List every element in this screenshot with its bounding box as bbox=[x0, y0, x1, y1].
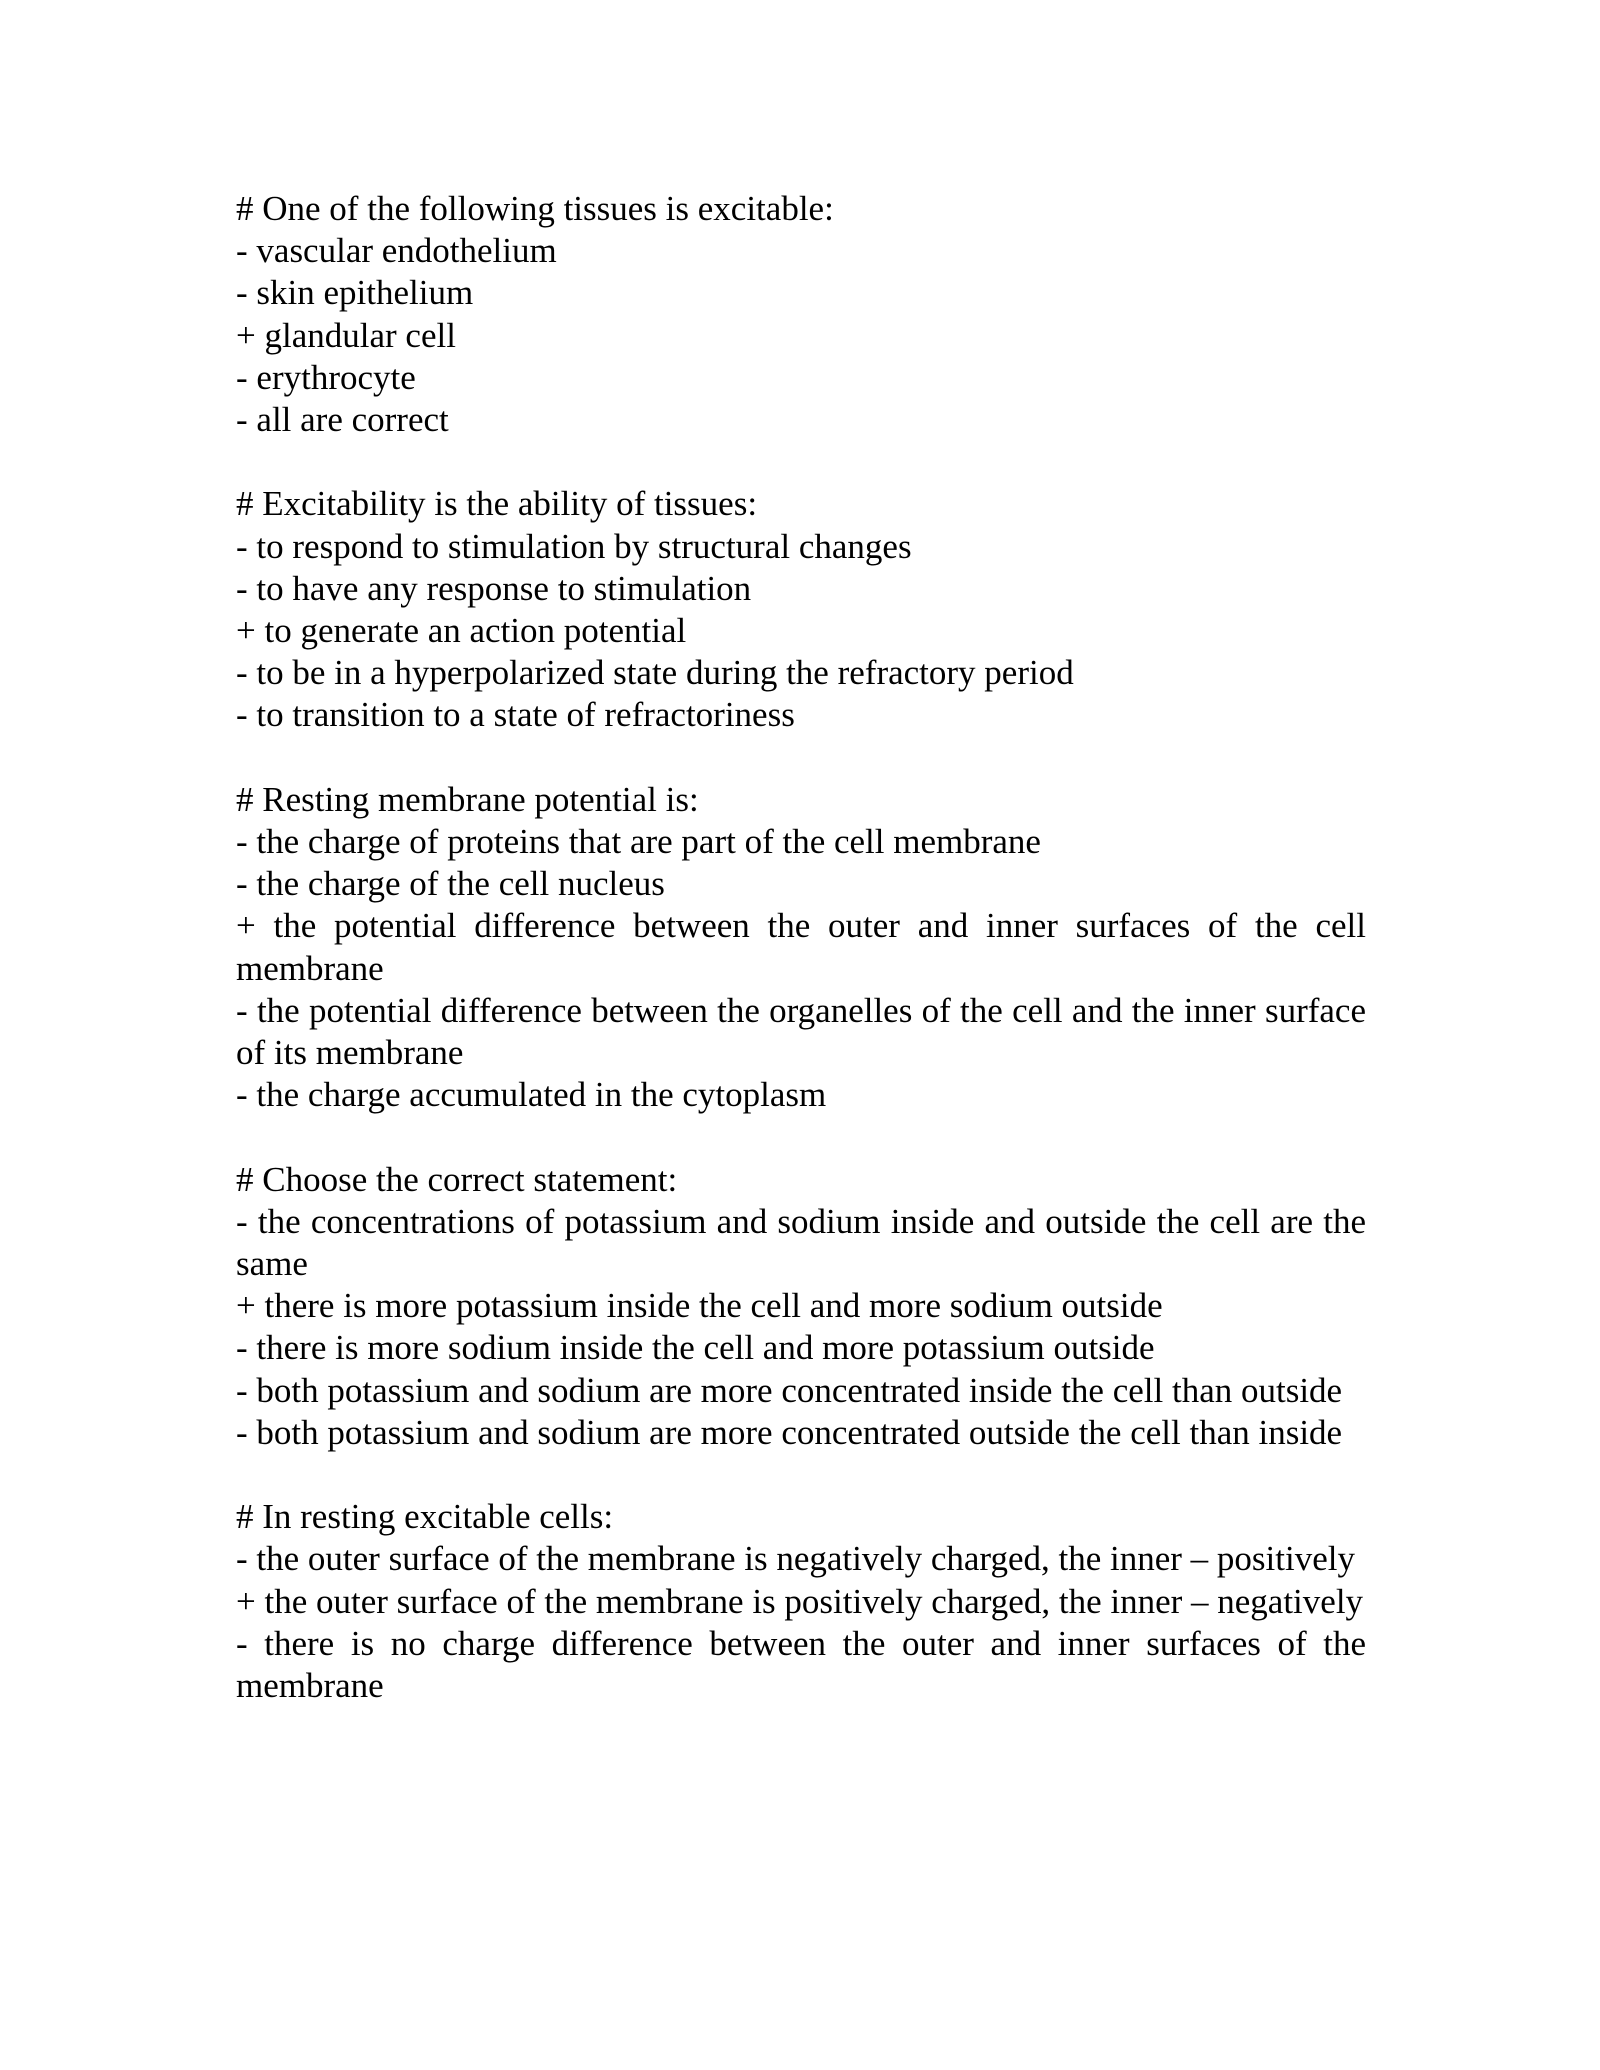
answer-option: - to transition to a state of refractoriness bbox=[236, 695, 795, 735]
question-prompt: # Excitability is the ability of tissues: bbox=[236, 484, 758, 524]
answer-option-correct: + to generate an action potential bbox=[236, 611, 687, 651]
question-prompt: # One of the following tissues is excitable: bbox=[236, 189, 834, 228]
answer-option-correct: + there is more potassium inside the cell and more sodium outside bbox=[236, 1286, 1163, 1326]
answer-option: - the concentrations of potassium and sodium inside and outside the cell are the same bbox=[236, 1201, 1366, 1284]
document-body bbox=[236, 188, 1366, 1749]
answer-option-correct: + the outer surface of the membrane is positively charged, the inner – negatively bbox=[236, 1581, 1364, 1621]
answer-option: - both potassium and sodium are more concentrated outside the cell than inside bbox=[236, 1412, 1343, 1452]
answer-option: - there is more sodium inside the cell and more potassium outside bbox=[236, 1328, 1155, 1368]
question-block bbox=[236, 1496, 1366, 1707]
answer-option: - vascular endothelium bbox=[236, 231, 557, 271]
answer-option: - both potassium and sodium are more concentrated inside the cell than outside bbox=[236, 1370, 1343, 1410]
answer-option: - to have any response to stimulation bbox=[236, 568, 752, 608]
answer-option: - the charge of the cell nucleus bbox=[236, 864, 665, 904]
answer-option: - the potential difference between the organelles of the cell and the inner surface of its membrane bbox=[236, 990, 1366, 1073]
question-block bbox=[236, 483, 1366, 736]
answer-option-correct: + glandular cell bbox=[236, 315, 456, 355]
answer-option: - the outer surface of the membrane is negatively charged, the inner – positively bbox=[236, 1539, 1355, 1579]
answer-option: - all are correct bbox=[236, 400, 449, 440]
answer-option: - there is no charge difference between the outer and inner surfaces of the membrane bbox=[236, 1623, 1366, 1706]
answer-option: - the charge of proteins that are part of the cell membrane bbox=[236, 822, 1041, 862]
answer-option: - to be in a hyperpolarized state during the refractory period bbox=[236, 653, 1074, 693]
answer-option: - the charge accumulated in the cytoplasm bbox=[236, 1075, 827, 1115]
question-block bbox=[236, 779, 1366, 1117]
question-block bbox=[236, 1159, 1366, 1454]
question-prompt: # Resting membrane potential is: bbox=[236, 779, 699, 819]
question-prompt: # Choose the correct statement: bbox=[236, 1159, 678, 1199]
answer-option: - to respond to stimulation by structural changes bbox=[236, 526, 912, 566]
answer-option: - erythrocyte bbox=[236, 357, 416, 397]
question-prompt: # In resting excitable cells: bbox=[236, 1497, 614, 1537]
question-block bbox=[236, 188, 1366, 441]
answer-option-correct: + the potential difference between the outer and inner surfaces of the cell membrane bbox=[236, 906, 1366, 988]
answer-option: - skin epithelium bbox=[236, 273, 474, 313]
